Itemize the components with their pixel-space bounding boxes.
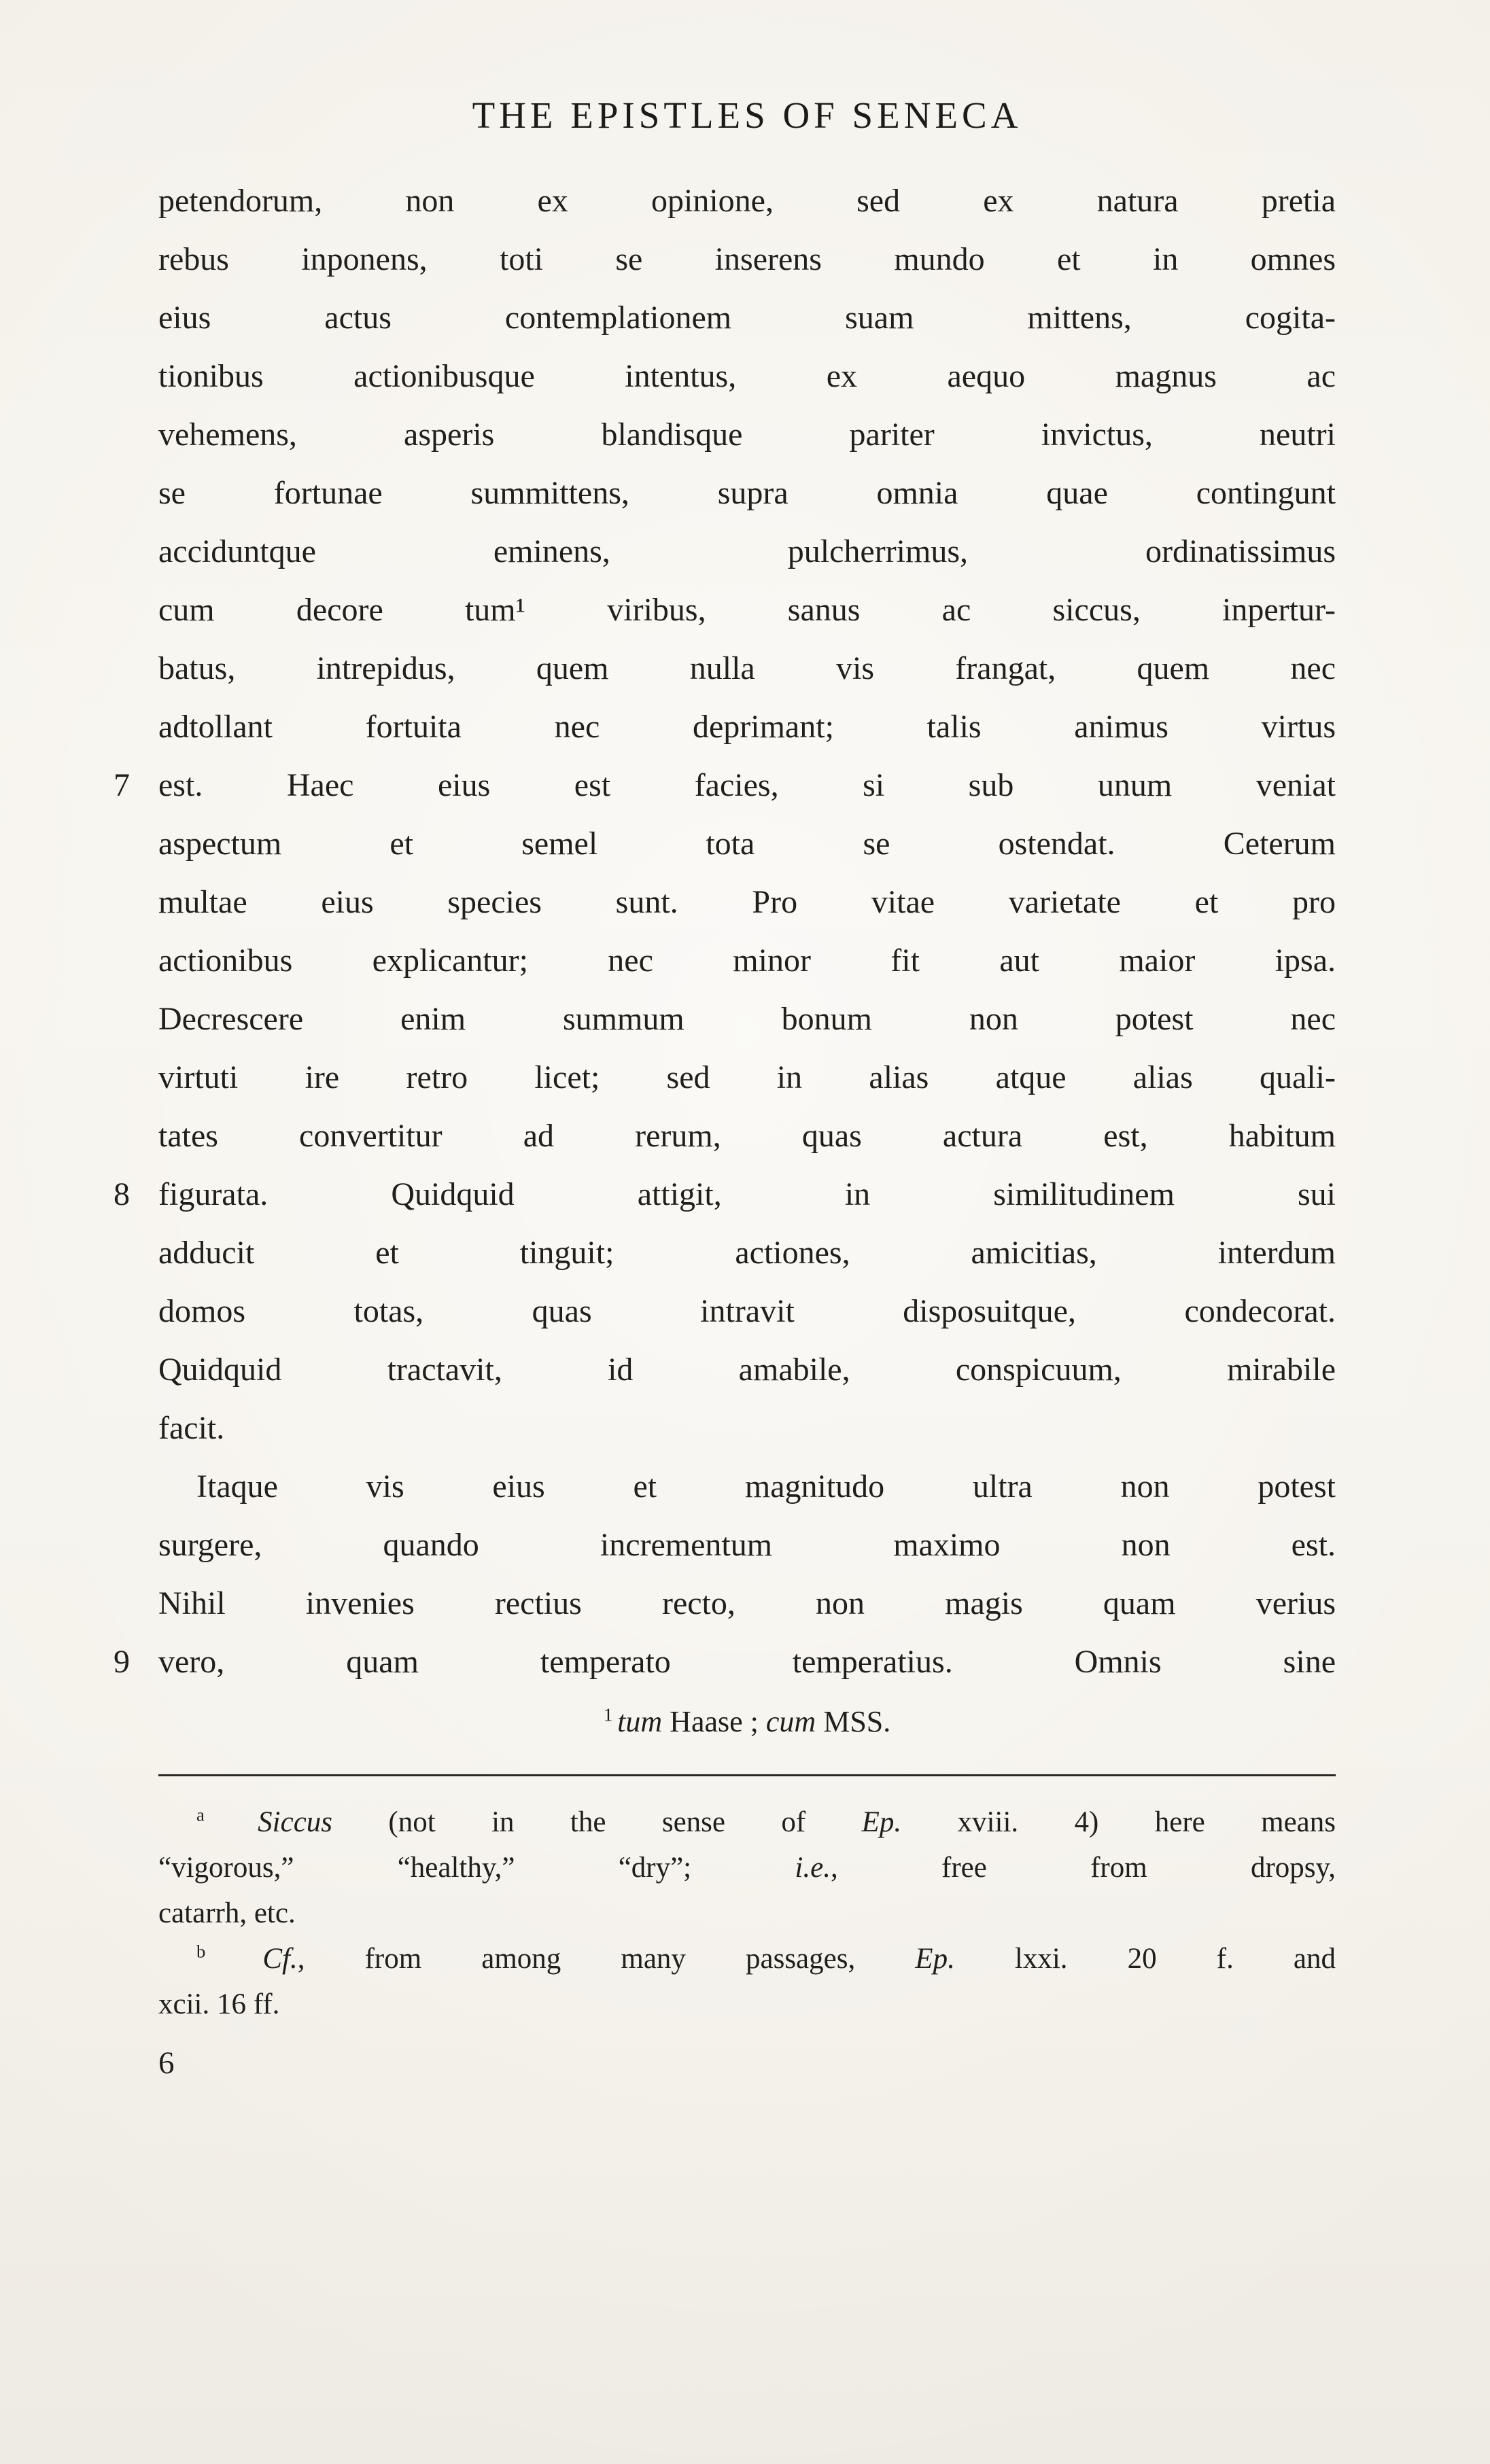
text-segment: lxxi. 20 f. and (954, 1943, 1336, 1975)
body-line (158, 1458, 1336, 1516)
text-segment: MSS. (816, 1705, 891, 1738)
body-line (158, 406, 1336, 464)
footnote-divider (158, 1774, 1336, 1776)
text-segment: Haase ; (662, 1705, 766, 1738)
body-line (114, 1165, 1336, 1224)
footnote-marker: b (196, 1941, 263, 1962)
section-number: 7 (114, 767, 130, 803)
body-line (158, 1574, 1336, 1633)
body-line-text: Itaque vis eius et magnitudo ultra non potest (196, 1468, 1336, 1504)
body-line (158, 698, 1336, 756)
body-line (158, 815, 1336, 873)
body-line-text: eius actus contemplationem suam mittens, cogita- (158, 300, 1336, 336)
body-line (158, 347, 1336, 406)
text-segment: Siccus (258, 1806, 333, 1838)
footnote (158, 1936, 1336, 2027)
body-line (158, 230, 1336, 289)
body-line-text: multae eius species sunt. Pro vitae varietate et pro (158, 884, 1336, 920)
body-line (158, 1399, 1336, 1458)
body-line-text: surgere, quando incrementum maximo non est. (158, 1527, 1336, 1563)
text-segment: xviii. 4) here means (901, 1806, 1336, 1838)
text-segment: Ep. (915, 1943, 955, 1975)
body-line-text: cum decore tum¹ viribus, sanus ac siccus, inpertur- (158, 592, 1336, 628)
body-text (114, 172, 1336, 1691)
body-line-text: Quidquid tractavit, id amabile, conspicuum, mirabile (158, 1352, 1336, 1388)
body-line (158, 1107, 1336, 1165)
body-line (158, 289, 1336, 347)
body-line (114, 756, 1336, 815)
body-line-text: virtuti ire retro licet; sed in alias atque alias quali- (158, 1059, 1336, 1095)
body-line-text: figurata. Quidquid attigit, in similitudinem sui (158, 1176, 1336, 1212)
text-segment: tum (617, 1705, 663, 1738)
footnote-marker: a (196, 1804, 258, 1825)
body-line-text: Decrescere enim summum bonum non potest nec (158, 1001, 1336, 1037)
footnotes (158, 1799, 1336, 2027)
text-segment: catarrh, etc. (158, 1897, 296, 1929)
body-line-text: batus, intrepidus, quem nulla vis frangat, quem nec (158, 650, 1336, 686)
body-line (158, 172, 1336, 230)
body-line (158, 581, 1336, 639)
body-line (114, 1633, 1336, 1691)
body-line (158, 932, 1336, 990)
footnote-line (158, 1845, 1336, 1890)
text-segment: (not in the sense of (332, 1806, 862, 1838)
body-line-text: se fortunae summittens, supra omnia quae contingunt (158, 475, 1336, 511)
body-line-text: adtollant fortuita nec deprimant; talis animus virtus (158, 709, 1336, 745)
footnote-line (158, 1936, 1336, 1982)
body-line-text: aspectum et semel tota se ostendat. Ceterum (158, 826, 1336, 862)
page-title: THE EPISTLES OF SENECA (472, 94, 1022, 136)
body-line-text: Nihil invenies rectius recto, non magis quam verius (158, 1585, 1336, 1621)
body-line (158, 1049, 1336, 1107)
body-line-text: rebus inponens, toti se inserens mundo et in omnes (158, 241, 1336, 277)
section-number: 9 (114, 1644, 130, 1680)
body-line (158, 523, 1336, 581)
body-line (158, 1341, 1336, 1399)
body-line-text: tates convertitur ad rerum, quas actura est, habitum (158, 1118, 1336, 1154)
footnote-marker: 1 (603, 1704, 618, 1725)
footnote-line (158, 1982, 1336, 2027)
page-number: 6 (158, 2045, 175, 2081)
text-segment: xcii. 16 ff. (158, 1988, 280, 2020)
section-number: 8 (114, 1176, 130, 1212)
apparatus-line (604, 1705, 891, 1738)
body-line (158, 464, 1336, 523)
body-line (158, 1516, 1336, 1574)
body-line (158, 639, 1336, 698)
body-line-text: tionibus actionibusque intentus, ex aequo magnus ac (158, 358, 1336, 394)
footnote-line (158, 1799, 1336, 1845)
text-segment: i.e. (795, 1852, 831, 1884)
text-segment: , from among many passages, (297, 1943, 916, 1975)
body-line (158, 873, 1336, 932)
body-line (158, 1282, 1336, 1341)
body-line-text: actionibus explicantur; nec minor fit aut maior ipsa. (158, 943, 1336, 979)
body-line-text: domos totas, quas intravit disposuitque, condecorat. (158, 1293, 1336, 1329)
body-line-text: petendorum, non ex opinione, sed ex natura pretia (158, 183, 1336, 219)
apparatus-note (158, 1698, 1336, 1746)
body-line-text: adducit et tinguit; actiones, amicitias, interdum (158, 1235, 1336, 1271)
text-segment: cum (765, 1705, 816, 1738)
body-line (158, 990, 1336, 1049)
text-segment: Cf. (262, 1943, 298, 1975)
body-line-text: vero, quam temperato temperatius. Omnis sine (158, 1644, 1336, 1680)
body-line-text: acciduntque eminens, pulcherrimus, ordinatissimus (158, 533, 1336, 569)
footnote-line (158, 1890, 1336, 1936)
body-line-text: vehemens, asperis blandisque pariter invictus, neutri (158, 417, 1336, 453)
text-segment: “vigorous,” “healthy,” “dry”; (158, 1852, 795, 1884)
body-line (158, 1224, 1336, 1282)
text-segment: , free from dropsy, (830, 1852, 1336, 1884)
text-segment: Ep. (861, 1806, 902, 1838)
body-line-text: facit. (158, 1410, 225, 1446)
body-line-text: est. Haec eius est facies, si sub unum veniat (158, 767, 1336, 803)
footnote (158, 1799, 1336, 1936)
